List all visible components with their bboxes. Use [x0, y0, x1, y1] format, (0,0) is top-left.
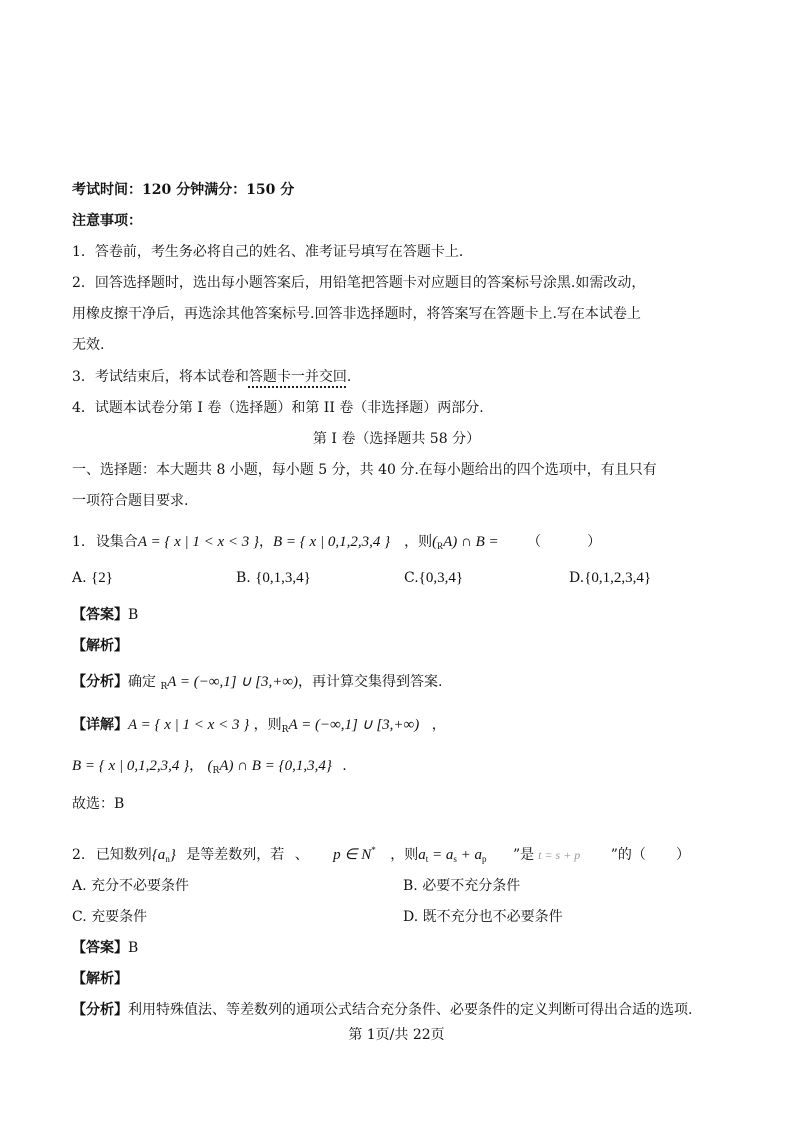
q1-answer-tag: 【答案】	[72, 607, 128, 623]
q2-option-b: B. 必要不充分条件	[403, 878, 521, 894]
q2-answer-tag: 【答案】	[72, 940, 128, 956]
q1-xj2-math-1: B = { x | 0,1,2,3,4 }	[72, 758, 190, 774]
q2-faded-expr: t = s + p	[538, 848, 581, 862]
exam-time: 考试时间：120 分钟满分：150 分	[72, 182, 295, 198]
q2-fenxi	[72, 1001, 692, 1019]
q1-xj-comma: ，	[431, 717, 446, 733]
q1-set-b: B = { x | 0,1,2,3,4 }	[273, 534, 391, 550]
section-intro-line-1: 一、选择题：本大题共 8 小题，每小题 5 分，共 40 分.在每小题给出的四个选项中，有且只有	[72, 462, 657, 478]
page-footer: 第 1页/共 22页	[348, 1027, 445, 1043]
q1-option-b-value: {0,1,3,4}	[255, 570, 311, 586]
q2-eq	[418, 847, 486, 863]
q2-jiexi: 【解析】	[72, 971, 128, 987]
q1-fenxi	[72, 673, 442, 696]
q1-option-b	[236, 569, 311, 587]
q2-fenxi-text: 利用特殊值法、等差数列的通项公式结合充分条件、必要条件的定义判断可得出合适的选项.	[128, 1002, 693, 1018]
q1-option-d-value: {0,1,2,3,4}	[584, 570, 652, 586]
q2-answer-value: B	[128, 940, 139, 956]
q2-eq-mid-2: + a	[456, 847, 482, 863]
note-4: 4．试题本试卷分第 I 卷（选择题）和第 II 卷（非选择题）两部分.	[72, 400, 484, 416]
q2-quote-2: ”的（	[610, 847, 646, 863]
question-1	[72, 533, 601, 555]
q2-then: ，则	[390, 847, 419, 863]
q1-fenxi-sub: R	[160, 682, 168, 692]
note-3-end: .	[346, 369, 352, 385]
q1-xiangjie	[72, 716, 446, 739]
q1-option-d-label: D.	[569, 570, 585, 586]
q1-final-choice: 故选：B	[72, 796, 125, 812]
q1-fenxi-pre: 确定	[128, 674, 156, 690]
q2-seq-sub: n	[165, 854, 170, 864]
q2-cond	[333, 847, 376, 863]
q2-option-c: C. 充要条件	[72, 909, 148, 925]
q2-close: ）	[675, 847, 690, 863]
q1-option-a	[72, 569, 113, 587]
q1-fenxi-post: ，再计算交集得到答案.	[298, 674, 443, 690]
q1-xj2-end: .	[342, 758, 347, 774]
q1-answer	[72, 606, 138, 624]
q1-jiexi: 【解析】	[72, 638, 128, 654]
q2-seq	[152, 847, 176, 863]
q2-quote-1: ”是	[512, 847, 535, 863]
q1-expr-sub: R	[437, 541, 444, 551]
note-2-line-1: 2．回答选择题时，选出每小题答案后，用铅笔把答题卡对应题目的答案标号涂黑.如需改动，	[72, 275, 646, 291]
q1-option-d	[569, 569, 651, 587]
q1-xj2-open: (	[207, 758, 213, 774]
q1-option-c	[404, 569, 463, 587]
note-2-line-2: 用橡皮擦干净后，再选涂其他答案标号.回答非选择题时，将答案写在答题卡上.写在本试卷上	[72, 306, 641, 322]
q2-lead: 已知数列	[95, 847, 152, 863]
q2-seq-close: }	[169, 847, 176, 863]
q2-cond-text: p ∈ N	[333, 847, 372, 863]
q2-eq-mid: = a	[428, 847, 454, 863]
q1-paren-right: ）	[587, 534, 602, 550]
q2-eq-sub-p: p	[481, 854, 487, 864]
q1-xiangjie-2	[72, 757, 347, 780]
q1-number: 1.	[72, 534, 86, 550]
notes-title: 注意事项：	[72, 213, 142, 229]
q1-xj-sub: R	[281, 725, 289, 735]
q1-xj2-math-2: A) ∩ B = {0,1,3,4}	[219, 758, 332, 774]
q1-option-c-label: C.	[404, 570, 419, 586]
note-2-line-3: 无效.	[72, 337, 105, 353]
q1-answer-value: B	[128, 607, 139, 623]
q2-cond-sup: *	[371, 845, 376, 855]
q2-fenxi-tag: 【分析】	[72, 1002, 128, 1018]
q1-lead: 设集合	[95, 534, 138, 550]
q2-eq-sub-t: t	[425, 854, 429, 864]
q2-eq-sub-s: s	[453, 854, 457, 864]
q1-option-a-label: A.	[72, 570, 87, 586]
q1-fenxi-math: A = (−∞,1] ∪ [3,+∞)	[167, 674, 299, 690]
q1-set-a: A = { x | 1 < x < 3 }	[137, 534, 260, 550]
question-2	[72, 841, 690, 868]
q2-mid-2: 、	[294, 847, 309, 863]
q2-option-d: D. 既不充分也不必要条件	[403, 909, 563, 925]
note-3-text: 3．考试结束后，将本试卷和	[72, 369, 249, 385]
q1-option-b-label: B.	[236, 570, 251, 586]
note-3	[72, 368, 351, 386]
q1-comma: ，	[259, 534, 274, 550]
q1-xiangjie-tag: 【详解】	[72, 717, 128, 733]
q1-expr	[432, 534, 499, 550]
q1-xj2-comma: ，	[189, 758, 204, 774]
q1-option-c-value: {0,3,4}	[418, 570, 464, 586]
q1-xj-math-2: A = (−∞,1] ∪ [3,+∞)	[288, 717, 420, 733]
section-title: 第 I 卷（选择题共 58 分）	[312, 431, 481, 447]
q2-answer	[72, 939, 138, 957]
q2-number: 2.	[72, 847, 86, 863]
q2-eq-a: a	[418, 847, 426, 863]
q1-option-a-value: {2}	[91, 570, 113, 586]
section-intro-line-2: 一项符合题目要求.	[72, 493, 189, 509]
q2-option-a: A. 充分不必要条件	[72, 878, 190, 894]
q1-xj-then: ，则	[253, 717, 282, 733]
q2-mid-1: 是等差数列，若	[186, 847, 285, 863]
q1-fenxi-tag: 【分析】	[72, 674, 128, 690]
note-3-emphasis: 答题卡一并交回	[248, 369, 347, 385]
q1-xj2-sub: R	[212, 766, 220, 776]
q2-seq-open: {a	[151, 847, 166, 863]
note-1: 1．答卷前，考生务必将自己的姓名、准考证号填写在答题卡上．	[72, 244, 473, 260]
q1-expr-open: (	[432, 534, 438, 550]
q1-paren-left: （	[527, 534, 542, 550]
q1-then: ，则	[404, 534, 433, 550]
q1-xj-math-1: A = { x | 1 < x < 3 }	[128, 717, 250, 733]
q1-expr-close: A) ∩ B =	[443, 534, 499, 550]
